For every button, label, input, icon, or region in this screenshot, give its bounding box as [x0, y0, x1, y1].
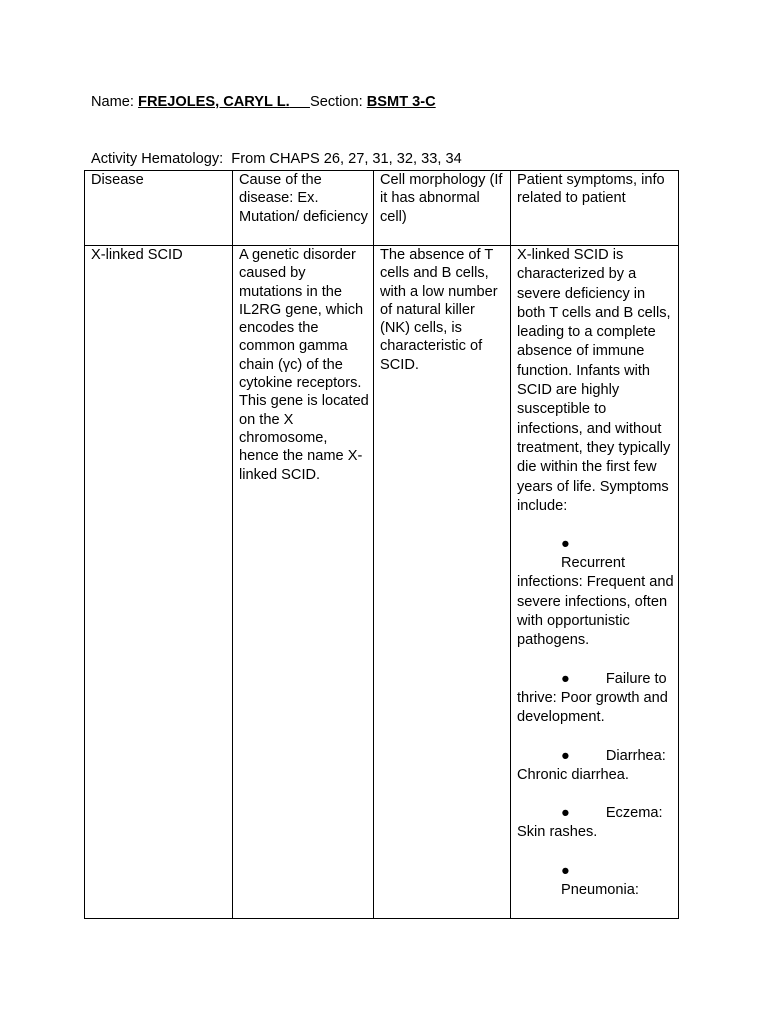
- bullet-icon: ●: [561, 747, 570, 764]
- symptom-item-recurrent: [517, 535, 674, 650]
- header-morphology: Cell morphology (If it has abnormal cell): [374, 171, 511, 246]
- symptom-label: Diarrhea:: [605, 747, 666, 764]
- symptom-text: Poor growth and development.: [517, 689, 668, 726]
- symptom-text: Frequent and severe infections, often with opportunistic pathogens.: [517, 574, 674, 649]
- symptom-label: Eczema:: [605, 805, 663, 822]
- symptom-item-pneumonia: [517, 862, 674, 900]
- symptom-text: Skin rashes.: [517, 824, 598, 841]
- header-cause: Cause of the disease: Ex. Mutation/ deficiency: [233, 171, 374, 246]
- section-label: Section:: [309, 94, 367, 110]
- table-row: [85, 246, 679, 919]
- symptom-label: Pneumonia:: [561, 881, 639, 898]
- symptom-label: Failure to thrive:: [517, 670, 667, 706]
- bullet-icon: ●: [561, 536, 570, 553]
- name-label: Name:: [91, 94, 139, 110]
- cell-symptoms: [511, 246, 679, 919]
- name-value: FREJOLES, CARYL L.: [138, 94, 290, 110]
- header-symptoms: Patient symptoms, info related to patient: [511, 171, 679, 246]
- symptom-label: Recurrent infections:: [517, 555, 626, 591]
- bullet-icon: ●: [561, 670, 570, 687]
- symptom-text: Chronic diarrhea.: [517, 766, 629, 783]
- section-value: BSMT 3-C: [366, 94, 436, 110]
- cell-morphology: The absence of T cells and B cells, with a low number of natural killer (NK) cells, is characteristic of SCID.: [374, 246, 511, 919]
- hematology-table: [84, 170, 679, 919]
- symptom-item-eczema: [517, 804, 674, 843]
- bullet-icon: ●: [561, 805, 570, 822]
- cell-disease: X-linked SCID: [85, 246, 233, 919]
- name-section-line: [91, 93, 436, 111]
- header-disease: Disease: [85, 171, 233, 246]
- activity-line: Activity Hematology: From CHAPS 26, 27, 31, 32, 33, 34: [91, 151, 462, 167]
- symptom-item-diarrhea: [517, 747, 674, 786]
- symptom-item-failure: [517, 670, 674, 728]
- bullet-icon: ●: [561, 862, 570, 879]
- table-header-row: [85, 171, 679, 246]
- cell-cause: A genetic disorder caused by mutations in the IL2RG gene, which encodes the common gamma chain (γc) of the cytokine receptors. This gene is located on the X chromosome, hence the name X-linked SCID.: [233, 246, 374, 919]
- symptoms-intro: X-linked SCID is characterized by a severe deficiency in both T cells and B cells, leading to a complete absence of immune function. Infants with SCID are highly susceptible to infections, and without treatment, they typically die within the first few years of life. Symptoms include:: [517, 247, 671, 514]
